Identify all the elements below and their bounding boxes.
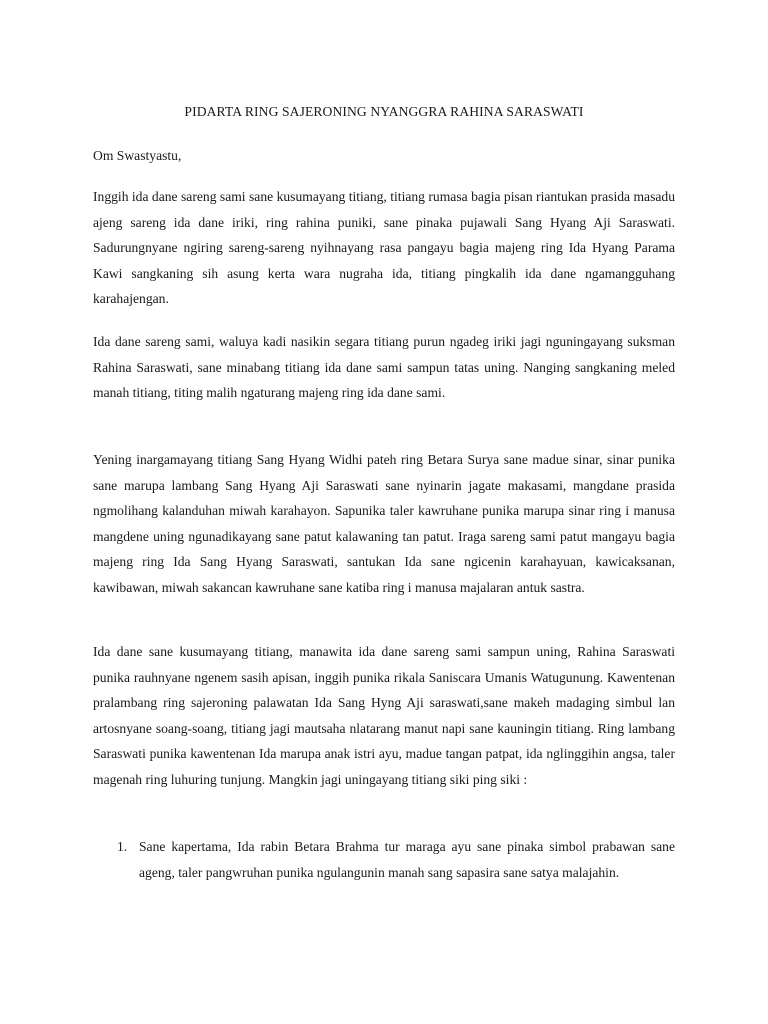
greeting: Om Swastyastu, <box>93 148 182 163</box>
numbered-list <box>93 834 675 886</box>
paragraph-2: Ida dane sareng sami, waluya kadi nasikin segara titiang purun ngadeg iriki jagi nguningayang suksman Rahina Saraswati, sane minabang titiang ida dane sami sampun tatas uning. Nanging sangkaning meled manah titiang, titing malih ngaturang majeng ring ida dane sami. <box>93 334 675 401</box>
list-marker: 1. <box>117 839 128 854</box>
paragraph-1: Inggih ida dane sareng sami sane kusumayang titiang, titiang rumasa bagia pisan riantukan prasida masadu ajeng sareng ida dane iriki, ring rahina puniki, sane pinaka pujawali Sang Hyang Aji Saraswati. Sadurungnyane ngiring sareng-sareng nyihnayang rasa pangayu bagia majeng ring Ida Hyang Parama Kawi sangkaning sih asung kerta wara nugraha ida, titiang pingkalih ida dane ngamangguhang karahajengan. <box>93 189 675 307</box>
list-item <box>93 834 675 886</box>
paragraph-3: Yening inargamayang titiang Sang Hyang Widhi pateh ring Betara Surya sane madue sinar, sinar punika sane marupa lambang Sang Hyang Aji Saraswati sane nyinarin jagate makasami, mangdane prasida ngmolihang kalanduhan miwah karahayon. Sapunika taler kawruhane punika marupa sinar ring i manusa mangdene uning ngunadikayang sane patut kalawaning tan patut. Iraga sareng sami patut mangayu bagia majeng ring Ida Sang Hyang Saraswati, santukan Ida sane ngicenin karahayuan, kawicaksanan, kawibawan, miwah sakancan kawruhane sane katiba ring i manusa majalaran antuk sastra. <box>93 452 675 595</box>
list-item-text: Sane kapertama, Ida rabin Betara Brahma tur maraga ayu sane pinaka simbol prabawan sane ageng, taler pangwruhan punika ngulangunin manah sang sapasira sane satya malajahin. <box>139 839 675 880</box>
paragraph-4: Ida dane sane kusumayang titiang, manawita ida dane sareng sami sampun uning, Rahina Saraswati punika rauhnyane ngenem sasih apisan, inggih punika rikala Saniscara Umanis Watugunung. Kawentenan pralambang ring sajeroning palawatan Ida Sang Hyng Aji saraswati,sane makeh madaging simbul lan artosnyane soang-soang, titiang jagi mautsaha nlatarang manut napi sane kauningin titiang. Ring lambang Saraswati punika kawentenan Ida marupa anak istri ayu, madue tangan patpat, ida nglinggihin angsa, taler magenah ring luhuring tunjung. Mangkin jagi uningayang titiang siki ping siki : <box>93 644 675 787</box>
document-title: PIDARTA RING SAJERONING NYANGGRA RAHINA SARASWATI <box>184 104 584 119</box>
